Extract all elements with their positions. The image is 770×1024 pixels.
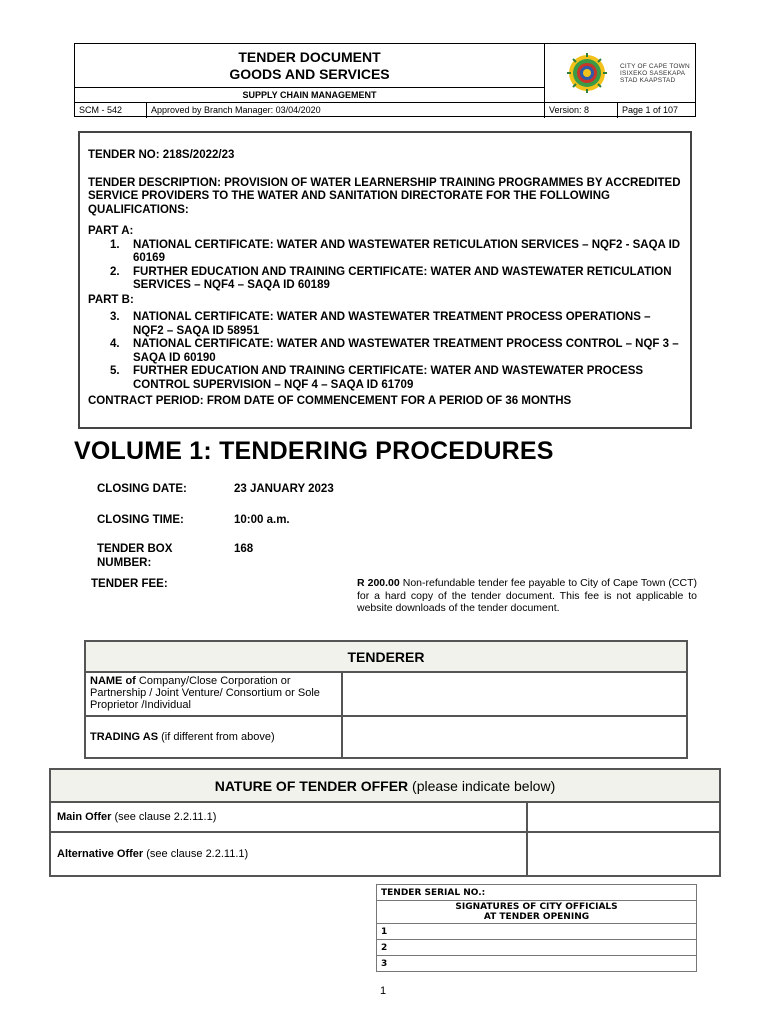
name-label: NAME of Company/Close Corporation or Partnership / Joint Venture/ Consortium or Sole Proprietor /Individual <box>85 672 342 716</box>
closing-time-label: CLOSING TIME: <box>97 514 184 526</box>
part-b-label: PART B: <box>88 293 134 306</box>
closing-date-label: CLOSING DATE: <box>97 483 187 495</box>
header-title: TENDER DOCUMENT <box>238 49 381 65</box>
qualification-item: 4. NATIONAL CERTIFICATE: WATER AND WASTEWATER TREATMENT PROCESS CONTROL – NQF 3 – SAQA ID 60190 <box>110 338 679 364</box>
part-b-list <box>88 311 682 392</box>
header-department: SUPPLY CHAIN MANAGEMENT <box>75 87 544 102</box>
qualification-item: 2. FURTHER EDUCATION AND TRAINING CERTIFICATE: WATER AND WASTEWATER RETICULATION SERVICES – NQF4 – SAQA ID 60189 <box>110 265 672 291</box>
serial-title: TENDER SERIAL NO.: <box>377 885 697 901</box>
approval-note: Approved by Branch Manager: 03/04/2020 <box>147 103 545 118</box>
trading-as-label: TRADING AS (if different from above) <box>85 716 342 758</box>
header-title-cell <box>75 44 545 102</box>
main-offer-field[interactable] <box>527 802 720 832</box>
logo-text: CITY OF CAPE TOWN ISIXEKO SASEKAPA STAD KAAPSTAD <box>620 63 690 84</box>
closing-date-value: 23 JANUARY 2023 <box>234 483 334 495</box>
tender-description: TENDER DESCRIPTION: PROVISION OF WATER LEARNERSHIP TRAINING PROGRAMMES BY ACCREDITED SERVICE PROVIDERS TO THE WATER AND SANITATION DIRECTORATE FOR THE FOLLOWING QUALIFICATIONS: <box>88 176 681 216</box>
tender-number: TENDER NO: 218S/2022/23 <box>88 149 235 161</box>
nature-of-offer-table <box>49 768 721 877</box>
tenderer-table <box>84 640 688 759</box>
contract-period: CONTRACT PERIOD: FROM DATE OF COMMENCEMENT FOR A PERIOD OF 36 MONTHS <box>88 395 572 407</box>
alternative-offer-label: Alternative Offer (see clause 2.2.11.1) <box>50 832 527 876</box>
alternative-offer-field[interactable] <box>527 832 720 876</box>
trading-as-field[interactable] <box>342 716 687 758</box>
part-a-label: PART A: <box>88 225 134 237</box>
signature-row[interactable]: 1 <box>377 924 697 940</box>
document-header <box>74 43 696 117</box>
tender-serial-table <box>376 884 697 972</box>
city-crest-icon <box>567 53 607 93</box>
tender-box-value: 168 <box>234 543 254 555</box>
page-number: 1 <box>380 985 387 997</box>
signature-row[interactable]: 2 <box>377 940 697 956</box>
tender-fee-value: R 200.00 Non-refundable tender fee payable to City of Cape Town (CCT) for a hard copy of the tender document. This fee is not applicable to website downloads of the tender document. <box>357 577 697 614</box>
name-field[interactable] <box>342 672 687 716</box>
main-offer-label: Main Offer (see clause 2.2.11.1) <box>50 802 527 832</box>
qualification-item: 3. NATIONAL CERTIFICATE: WATER AND WASTEWATER TREATMENT PROCESS OPERATIONS – NQF2 – SAQA ID 58951 <box>110 311 651 337</box>
tender-fee-label: TENDER FEE: <box>91 578 168 590</box>
tender-box-label: TENDER BOX NUMBER: <box>97 543 173 569</box>
version: Version: 8 <box>545 103 618 118</box>
form-code: SCM - 542 <box>75 103 147 118</box>
part-a-list <box>88 239 682 293</box>
qualification-item: 5. FURTHER EDUCATION AND TRAINING CERTIFICATE: WATER AND WASTEWATER PROCESS CONTROL SUPERVISION – NQF 4 – SAQA ID 61709 <box>110 365 644 391</box>
header-subtitle: GOODS AND SERVICES <box>229 66 390 82</box>
signatures-heading: SIGNATURES OF CITY OFFICIALS AT TENDER OPENING <box>377 901 697 924</box>
closing-time-value: 10:00 a.m. <box>234 514 290 526</box>
page-count: Page 1 of 107 <box>622 105 679 115</box>
qualification-item: 1. NATIONAL CERTIFICATE: WATER AND WASTEWATER RETICULATION SERVICES – NQF2 - SAQA ID 60169 <box>110 238 681 264</box>
city-logo <box>545 44 695 102</box>
volume-title: VOLUME 1: TENDERING PROCEDURES <box>74 437 554 465</box>
tender-summary-box <box>78 131 692 429</box>
header-meta-row <box>75 102 695 118</box>
nature-heading: NATURE OF TENDER OFFER (please indicate below) <box>50 769 720 802</box>
tenderer-heading: TENDERER <box>85 641 687 672</box>
signature-row[interactable]: 3 <box>377 956 697 972</box>
